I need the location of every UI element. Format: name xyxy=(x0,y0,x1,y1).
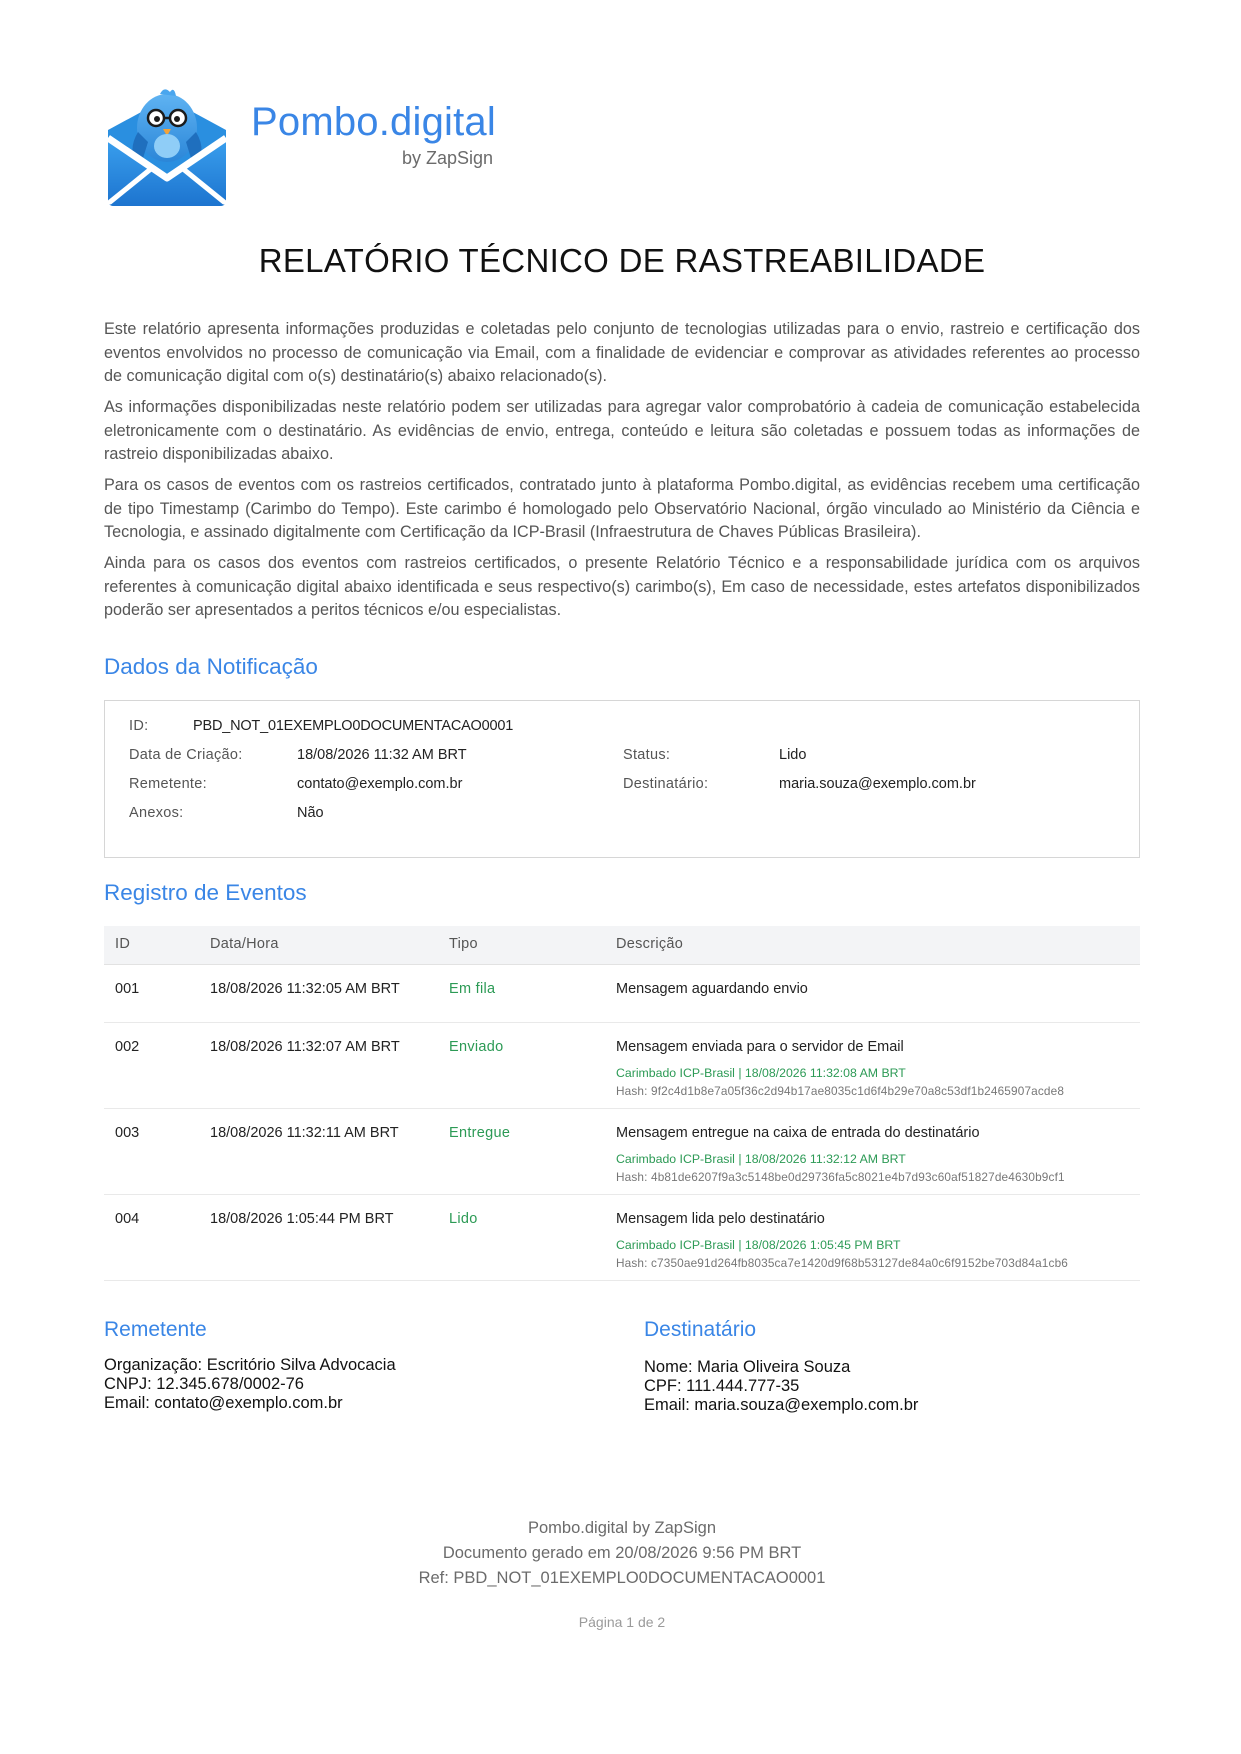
table-row xyxy=(104,965,1140,1023)
footer-generated-date: Documento gerado em 20/08/2026 9:56 PM BRT xyxy=(442,1544,802,1562)
creation-date-label: Data de Criação: xyxy=(129,747,243,763)
header-type: Tipo xyxy=(449,936,478,952)
table-row xyxy=(104,1195,1140,1281)
footer-reference: Ref: PBD_NOT_01EXEMPLO0DOCUMENTACAO0001 xyxy=(418,1569,826,1587)
event-hash: Hash: 4b81de6207f9a3c5148be0d29736fa5c8021e4b7d93c60af51827de4630b9cf1 xyxy=(616,1170,1065,1184)
brand-header xyxy=(104,82,604,210)
event-datetime: 18/08/2026 11:32:07 AM BRT xyxy=(210,1039,400,1055)
event-description: Mensagem entregue na caixa de entrada do destinatário xyxy=(616,1125,980,1141)
intro-paragraph: As informações disponibilizadas neste relatório podem ser utilizadas para agregar valor comprobatório à cadeia de comunicação estabelecida eletronicamente com o destinatário. As evidências de envio, entrega, conteúdo e leitura são coletadas e possuem todas as informações de rastreio disponibilizadas abaixo. xyxy=(104,398,1140,463)
recipient-cpf: CPF: 111.444.777-35 xyxy=(644,1377,800,1395)
event-id: 001 xyxy=(115,981,140,997)
event-timestamp-seal: Carimbado ICP-Brasil | 18/08/2026 11:32:08 AM BRT xyxy=(616,1066,906,1080)
events-table-header xyxy=(104,926,1140,965)
event-datetime: 18/08/2026 11:32:05 AM BRT xyxy=(210,981,400,997)
pigeon-envelope-logo-icon xyxy=(104,82,230,210)
table-row xyxy=(104,1109,1140,1195)
header-datetime: Data/Hora xyxy=(210,936,279,952)
intro-text xyxy=(104,318,1140,630)
notification-section-title: Dados da Notificação xyxy=(104,654,318,679)
event-timestamp-seal: Carimbado ICP-Brasil | 18/08/2026 11:32:12 AM BRT xyxy=(616,1152,906,1166)
sender-organization: Organização: Escritório Silva Advocacia xyxy=(104,1356,396,1374)
sender-section-title: Remetente xyxy=(104,1318,207,1341)
creation-date-value: 18/08/2026 11:32 AM BRT xyxy=(297,747,467,763)
page-number: Página 1 de 2 xyxy=(578,1614,666,1630)
attachments-value: Não xyxy=(297,805,324,821)
header-id: ID xyxy=(115,936,131,952)
event-id: 003 xyxy=(115,1125,140,1141)
notification-id-label: ID: xyxy=(129,718,149,734)
event-type: Lido xyxy=(449,1211,478,1227)
status-value: Lido xyxy=(779,747,807,763)
event-hash: Hash: 9f2c4d1b8e7a05f36c2d94b17ae8035c1d6f4b29e70a8c53df1b2465907acde8 xyxy=(616,1084,1065,1098)
intro-paragraph: Para os casos de eventos com os rastreios certificados, contratado junto à plataforma Pombo.digital, as evidências recebem uma certificação de tipo Timestamp (Carimbo do Tempo). Este carimbo é homologado pelo Observatório Nacional, órgão vinculado ao Ministério da Ciência e Tecnologia, e assinado digitalmente com Certificação da ICP-Brasil (Infraestrutura de Chaves Públicas Brasileira). xyxy=(104,476,1140,541)
event-timestamp-seal: Carimbado ICP-Brasil | 18/08/2026 1:05:45 PM BRT xyxy=(616,1238,901,1252)
intro-paragraph: Este relatório apresenta informações produzidas e coletadas pelo conjunto de tecnologias utilizadas para o envio, rastreio e certificação dos eventos envolvidos no processo de comunicação via Email, com a finalidade de evidenciar e comprovar as atividades referentes ao processo de comunicação digital com o(s) destinatário(s) abaixo relacionado(s). xyxy=(104,320,1140,385)
intro-paragraph: Ainda para os casos dos eventos com rastreios certificados, o presente Relatório Técnico e a responsabilidade jurídica com os arquivos referentes à comunicação digital abaixo identificada e seus respectivo(s) carimbo(s), Em caso de necessidade, estes artefatos disponibilizados poderão ser apresentados a peritos técnicos e/ou especialistas. xyxy=(104,554,1140,619)
notification-details-box xyxy=(104,700,1140,858)
sender-block xyxy=(104,1356,396,1413)
event-description: Mensagem aguardando envio xyxy=(616,981,808,997)
recipient-value: maria.souza@exemplo.com.br xyxy=(779,776,976,792)
header-description: Descrição xyxy=(616,936,684,952)
events-table xyxy=(104,926,1140,1281)
events-section-title: Registro de Eventos xyxy=(104,880,307,905)
event-type: Em fila xyxy=(449,981,496,997)
brand-subtitle: by ZapSign xyxy=(402,148,494,168)
recipient-label: Destinatário: xyxy=(623,776,709,792)
notification-id-value: PBD_NOT_01EXEMPLO0DOCUMENTACAO0001 xyxy=(193,718,514,734)
event-datetime: 18/08/2026 11:32:11 AM BRT xyxy=(210,1125,399,1141)
sender-value: contato@exemplo.com.br xyxy=(297,776,463,792)
recipient-name: Nome: Maria Oliveira Souza xyxy=(644,1358,851,1376)
attachments-label: Anexos: xyxy=(129,805,184,821)
report-title: RELATÓRIO TÉCNICO DE RASTREABILIDADE xyxy=(258,242,986,279)
recipient-email: Email: maria.souza@exemplo.com.br xyxy=(644,1396,919,1414)
event-id: 002 xyxy=(115,1039,140,1055)
event-type: Entregue xyxy=(449,1125,511,1141)
event-id: 004 xyxy=(115,1211,140,1227)
recipient-block xyxy=(644,1358,918,1415)
event-description: Mensagem lida pelo destinatário xyxy=(616,1211,825,1227)
footer-brand: Pombo.digital by ZapSign xyxy=(527,1519,717,1537)
sender-email: Email: contato@exemplo.com.br xyxy=(104,1394,343,1412)
recipient-section-title: Destinatário xyxy=(644,1318,757,1341)
sender-cnpj: CNPJ: 12.345.678/0002-76 xyxy=(104,1375,304,1393)
event-description: Mensagem enviada para o servidor de Email xyxy=(616,1039,904,1055)
table-row xyxy=(104,1023,1140,1109)
event-type: Enviado xyxy=(449,1039,504,1055)
brand-name: Pombo.digital xyxy=(251,100,496,144)
sender-label: Remetente: xyxy=(129,776,207,792)
event-datetime: 18/08/2026 1:05:44 PM BRT xyxy=(210,1211,394,1227)
status-label: Status: xyxy=(623,747,671,763)
event-hash: Hash: c7350ae91d264fb8035ca7e1420d9f68b53127de84a0c6f9152be703d84a1cb6 xyxy=(616,1256,1068,1270)
